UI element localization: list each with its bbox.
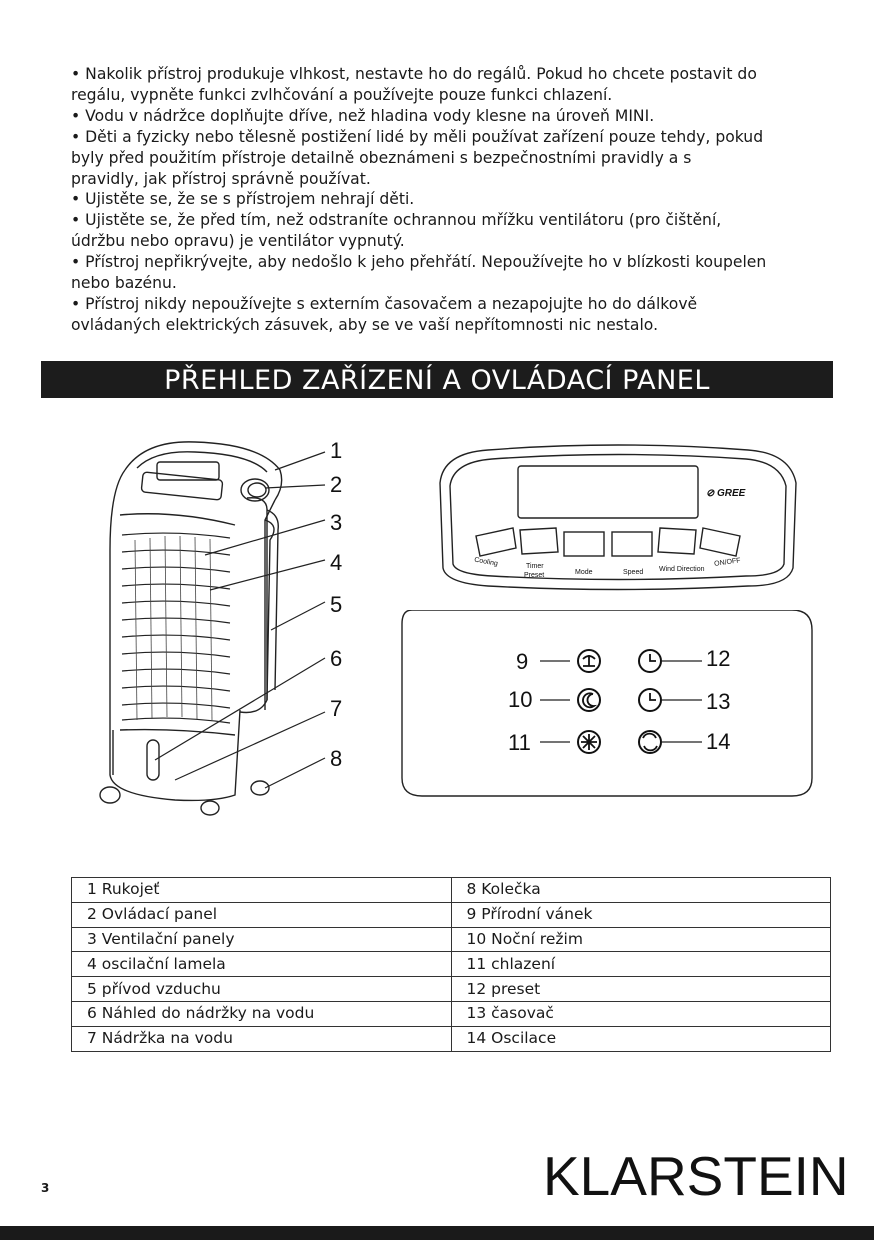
table-cell: 3 Ventilační panely	[72, 927, 452, 952]
table-cell: 5 přívod vzduchu	[72, 977, 452, 1002]
table-cell: 1 Rukojeť	[72, 878, 452, 903]
gree-logo: GREE	[717, 488, 746, 499]
table-cell: 13 časovač	[451, 1001, 831, 1026]
table-cell: 2 Ovládací panel	[72, 902, 452, 927]
safety-bullets	[71, 64, 831, 336]
wind-direction-label: Wind Direction	[659, 566, 705, 573]
callout-3: 3	[330, 510, 343, 535]
table-cell: 8 Kolečka	[451, 878, 831, 903]
remote-illustration	[400, 610, 815, 800]
preset-label: Preset	[524, 572, 545, 579]
bullet-line: regálu, vypněte funkci zvlhčování a používejte pouze funkci chlazení.	[71, 85, 613, 104]
bullet-line: • Přístroj nepřikrývejte, aby nedošlo k jeho přehřátí. Nepoužívejte ho v blízkosti koupelen	[71, 253, 767, 272]
mode-label: Mode	[575, 569, 593, 576]
table-row	[72, 1001, 831, 1026]
table-row	[72, 878, 831, 903]
footer-bar	[0, 1226, 874, 1240]
table-cell: 10 Noční režim	[451, 927, 831, 952]
table-row	[72, 927, 831, 952]
callout-1: 1	[330, 438, 343, 463]
bullet-line: nebo bazénu.	[71, 274, 177, 293]
timer-label: Timer	[526, 563, 544, 570]
cooling-label: Cooling	[473, 556, 499, 568]
bullet-line: • Ujistěte se, že se s přístrojem nehrají děti.	[71, 190, 415, 209]
table-row	[72, 1026, 831, 1051]
callout-10: 10	[508, 687, 533, 712]
bullet-line: • Nakolik přístroj produkuje vlhkost, nestavte ho do regálů. Pokud ho chcete postavit do	[71, 65, 757, 83]
svg-text:⊘: ⊘	[706, 488, 715, 499]
table-cell: 14 Oscilace	[451, 1026, 831, 1051]
device-illustration	[85, 430, 365, 820]
brand-logo: KLARSTEIN	[543, 1145, 849, 1207]
table-cell: 9 Přírodní vánek	[451, 902, 831, 927]
bullet-line: • Vodu v nádržce doplňujte dříve, než hladina vody klesne na úroveň MINI.	[71, 106, 655, 125]
table-cell: 11 chlazení	[451, 952, 831, 977]
bullet-line: údržbu nebo opravu) je ventilátor vypnutý.	[71, 232, 405, 251]
callout-2: 2	[330, 472, 343, 497]
bullet-line: pravidly, jak přístroj správně používat.	[71, 169, 371, 188]
callout-9: 9	[516, 649, 529, 674]
callout-7: 7	[330, 696, 343, 721]
callout-13: 13	[706, 689, 731, 714]
section-heading: PŘEHLED ZAŘÍZENÍ A OVLÁDACÍ PANEL	[41, 361, 833, 398]
callout-12: 12	[706, 646, 731, 671]
onoff-label: ON/OFF	[713, 557, 742, 568]
table-row	[72, 952, 831, 977]
table-cell: 12 preset	[451, 977, 831, 1002]
callout-14: 14	[706, 729, 731, 754]
table-row	[72, 977, 831, 1002]
bullet-line: ovládaných elektrických zásuvek, aby se ve vaší nepřítomnosti nic nestalo.	[71, 315, 659, 334]
callout-11: 11	[508, 730, 531, 755]
bullet-line: byly před použitím přístroje detailně obeznámeni s bezpečnostními pravidly a s	[71, 148, 692, 167]
table-cell: 7 Nádržka na vodu	[72, 1026, 452, 1051]
callout-4: 4	[330, 550, 343, 575]
table-cell: 4 oscilační lamela	[72, 952, 452, 977]
callout-6: 6	[330, 646, 343, 671]
bullet-line: • Ujistěte se, že před tím, než odstraníte ochrannou mřížku ventilátoru (pro čištění,	[71, 211, 722, 230]
callout-8: 8	[330, 746, 343, 771]
bullet-line: • Přístroj nikdy nepoužívejte s externím časovačem a nezapojujte ho do dálkově	[71, 294, 698, 313]
speed-label: Speed	[623, 569, 644, 576]
table-row	[72, 902, 831, 927]
callout-5: 5	[330, 592, 343, 617]
table-cell: 6 Náhled do nádržky na vodu	[72, 1001, 452, 1026]
parts-legend-table	[71, 877, 831, 1052]
control-panel-illustration	[428, 428, 813, 598]
bullet-line: • Děti a fyzicky nebo tělesně postižení lidé by měli používat zařízení pouze tehdy, pokud	[71, 127, 764, 146]
page-number: 3	[41, 1181, 50, 1195]
